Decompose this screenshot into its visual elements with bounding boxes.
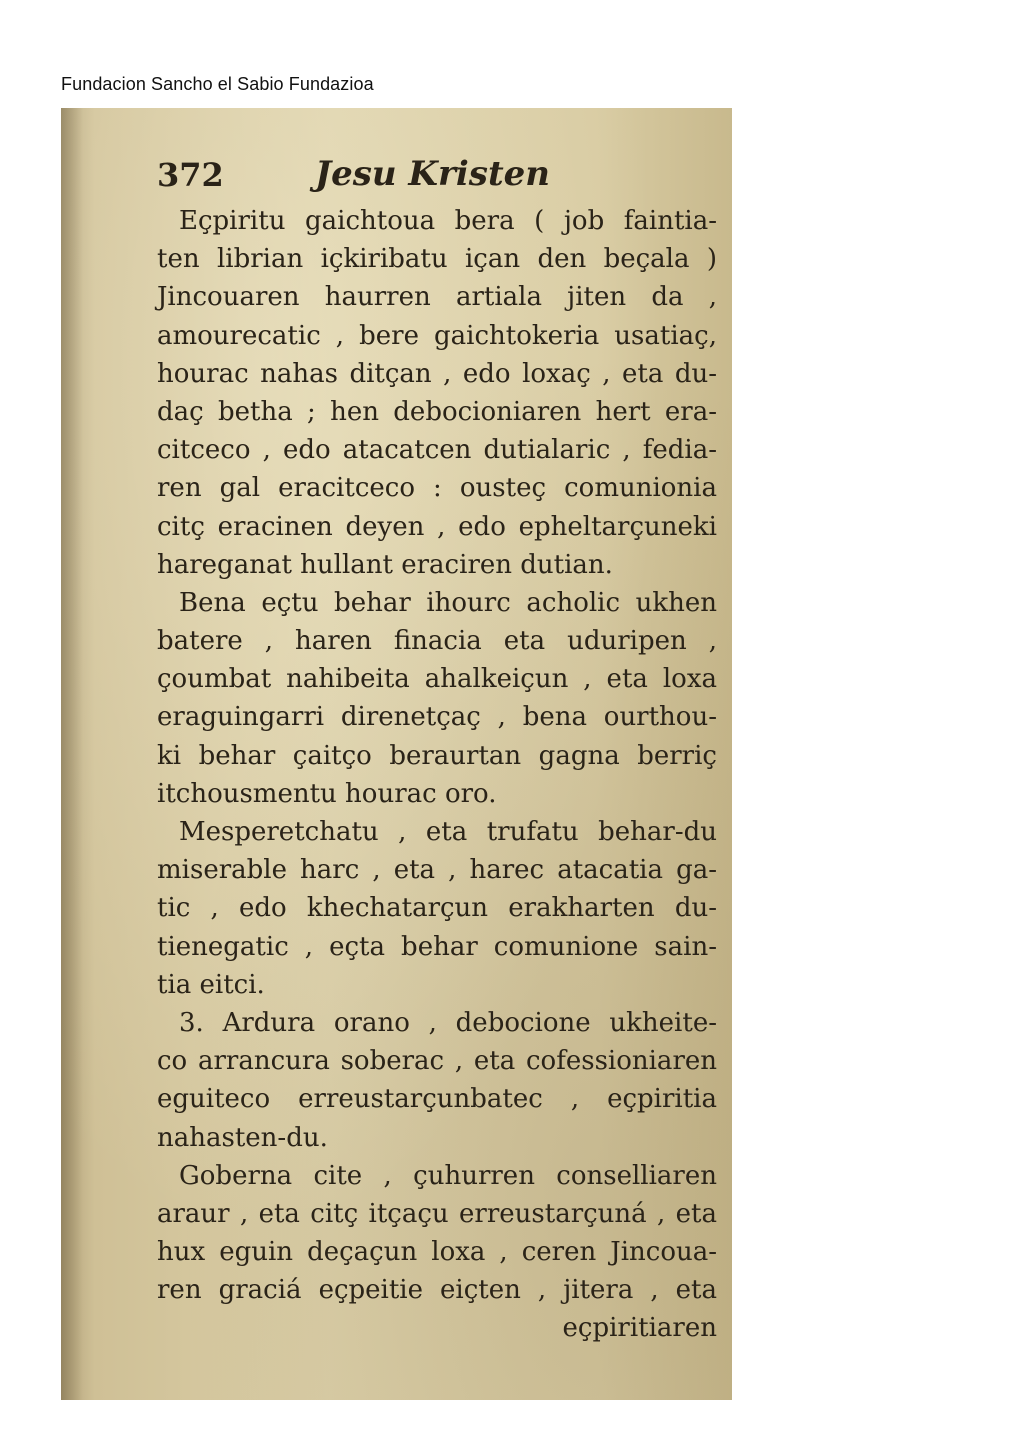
text-line: miserable harc , eta , harec atacatia ga- [157,855,717,886]
text-line: çoumbat nahibeita ahalkeiçun , eta loxa [157,664,717,695]
text-line: eraguingarri direnetçaç , bena ourthou- [157,702,717,733]
text-line: araur , eta citç itçaçu erreustarçuná , eta [157,1198,717,1229]
text-line: Jincouaren haurren artiala jiten da , [157,282,717,313]
text-line: batere , haren finacia eta uduripen , [157,626,717,657]
text-line: ren gal eracitceco : ousteç comunionia [157,473,717,504]
page-header [157,156,717,202]
text-line: hux eguin deçaçun loxa , ceren Jincoua- [157,1237,717,1268]
page-body [157,156,717,1348]
scanned-page [61,108,732,1400]
text-line: ki behar çaitço beraurtan gagna berriç [157,740,717,771]
text-line: itchousmentu hourac oro. [157,778,497,809]
text-line: 3. Ardura orano , debocione ukheite- [179,1007,717,1038]
text-line: Mesperetchatu , eta trufatu behar-du [179,817,717,847]
text-lines [157,202,717,1348]
text-line: citceco , edo atacatcen dutialaric , fedia- [157,435,717,466]
text-line: tic , edo khechatarçun erakharten du- [157,893,717,924]
text-line: daç betha ; hen debocioniaren hert era- [157,396,717,427]
text-line: nahasten-du. [157,1122,328,1153]
text-line: ren graciá eçpeitie eiçten , jitera , eta [157,1275,717,1306]
text-line: eguiteco erreustarçunbatec , eçpiritia [157,1084,717,1115]
text-line: ten librian içkiribatu içan den beçala ) [157,244,717,275]
text-line: citç eracinen deyen , edo epheltarçuneki [157,511,717,542]
text-line: amourecatic , bere gaichtokeria usatiaç, [157,320,717,351]
text-line: tia eitci. [157,969,265,1000]
text-line: Bena eçtu behar ihourc acholic ukhen [179,587,717,618]
text-line: co arrancura soberac , eta cofessioniaren [157,1046,717,1077]
running-title: Jesu Kristen [315,154,550,194]
text-line: tienegatic , eçta behar comunione sain- [157,931,717,962]
text-line: hourac nahas ditçan , edo loxaç , eta du- [157,358,717,389]
text-line: hareganat hullant eraciren dutian. [157,549,613,580]
text-line: Goberna cite , çuhurren consellіaren [179,1160,717,1191]
source-label: Fundacion Sancho el Sabio Fundazioa [61,74,374,94]
text-line: eçpiritiaren [562,1313,717,1344]
text-line: Eçpiritu gaichtoua bera ( job faintia- [179,206,717,236]
page-gutter-shadow [61,108,83,1400]
page-number: 372 [157,156,224,194]
